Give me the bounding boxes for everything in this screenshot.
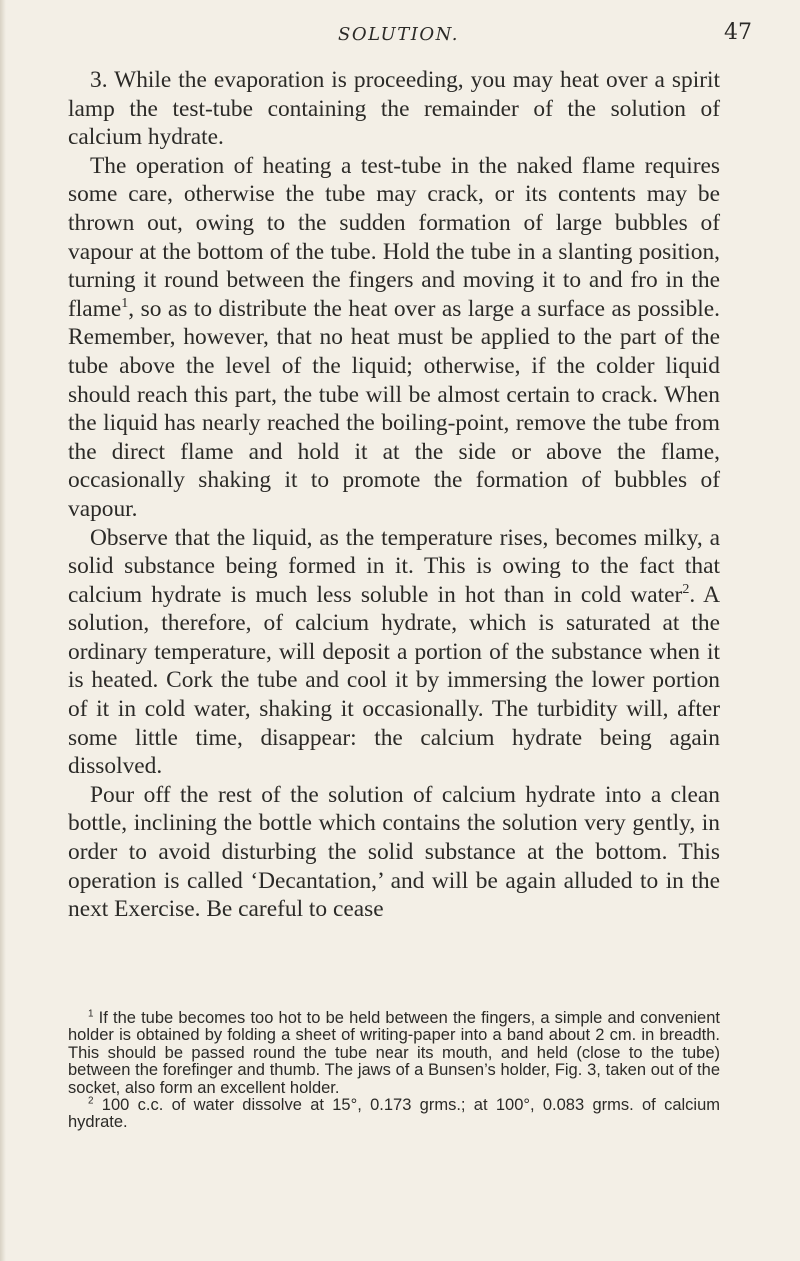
paragraph-text: . A solution, therefore, of calcium hydrate, which is saturated at the ordinary temperature, will deposit a portion of the substance when it is heated. Cork the tube and cool it by immersing the lower portion of it in cold water, shaking it occasionally. The turbidity will, after some little time, disappear: the calcium hydrate being again dissolved. <box>68 581 721 780</box>
paragraph-text: The operation of heating a test-tube in the naked flame requires some care, otherwise the tube may crack, or its contents may be thrown out, owing to the sudden formation of large bubbles of vapour at the bottom of the tube. Hold the tube in a slanting position, turning it round between the fingers and moving it to and fro in the flame <box>68 152 720 322</box>
footnote-reference: 1 <box>121 294 129 311</box>
footnote-mark: 2 <box>88 1095 94 1107</box>
footnote-text: 100 c.c. of water dissolve at 15°, 0.173 grms.; at 100°, 0.083 grms. of calcium hydrate. <box>68 1096 720 1132</box>
paragraph-text: , so as to distribute the heat over as large a surface as possible. Remember, however, that no heat must be applied to the part of the tube above the level of the liquid; otherwise, if the colder liquid should reach this part, the tube will be almost certain to crack. When the liquid has nearly reached the boiling-point, remove the tube from the direct flame and hold it at the side or above the flame, occasionally shaking it to promote the formation of bubbles of vapour. <box>68 295 720 522</box>
footnote-mark: 1 <box>88 1008 94 1020</box>
paragraph-text: 3. While the evaporation is proceeding, you may heat over a spirit lamp the test-tube containing the remainder of the solution of calcium hydrate. <box>68 67 720 151</box>
body-text <box>68 66 720 924</box>
footnote-reference: 2 <box>682 580 690 597</box>
running-title: SOLUTION. <box>338 24 459 45</box>
page-number: 47 <box>724 20 752 45</box>
paragraph-text: Observe that the liquid, as the temperature rises, becomes milky, a solid substance being formed in it. This is owing to the fact that calcium hydrate is much less soluble in hot than in cold water <box>68 524 720 608</box>
footnote <box>68 1097 720 1132</box>
page-binding-edge <box>0 0 6 1261</box>
footnotes <box>68 1010 720 1132</box>
footnote <box>68 1010 720 1097</box>
paragraph-text: Pour off the rest of the solution of calcium hydrate into a clean bottle, inclining the bottle which contains the solution very gently, in order to avoid disturbing the solid substance at the bottom. This operation is called ‘Decantation,’ and will be again alluded to in the next Exercise. Be careful to cease <box>68 781 720 923</box>
paragraph <box>68 781 720 924</box>
paragraph <box>68 66 720 152</box>
paragraph <box>68 524 720 781</box>
footnote-text: If the tube becomes too hot to be held between the fingers, a simple and convenient holder is obtained by folding a sheet of writing-paper into a band about 2 cm. in breadth. This should be passed round the tube near its mouth, and held (close to the tube) between the forefinger and thumb. The jaws of a Bunsen’s holder, Fig. 3, taken out of the socket, also form an excellent holder. <box>68 1009 720 1097</box>
paragraph <box>68 152 720 524</box>
